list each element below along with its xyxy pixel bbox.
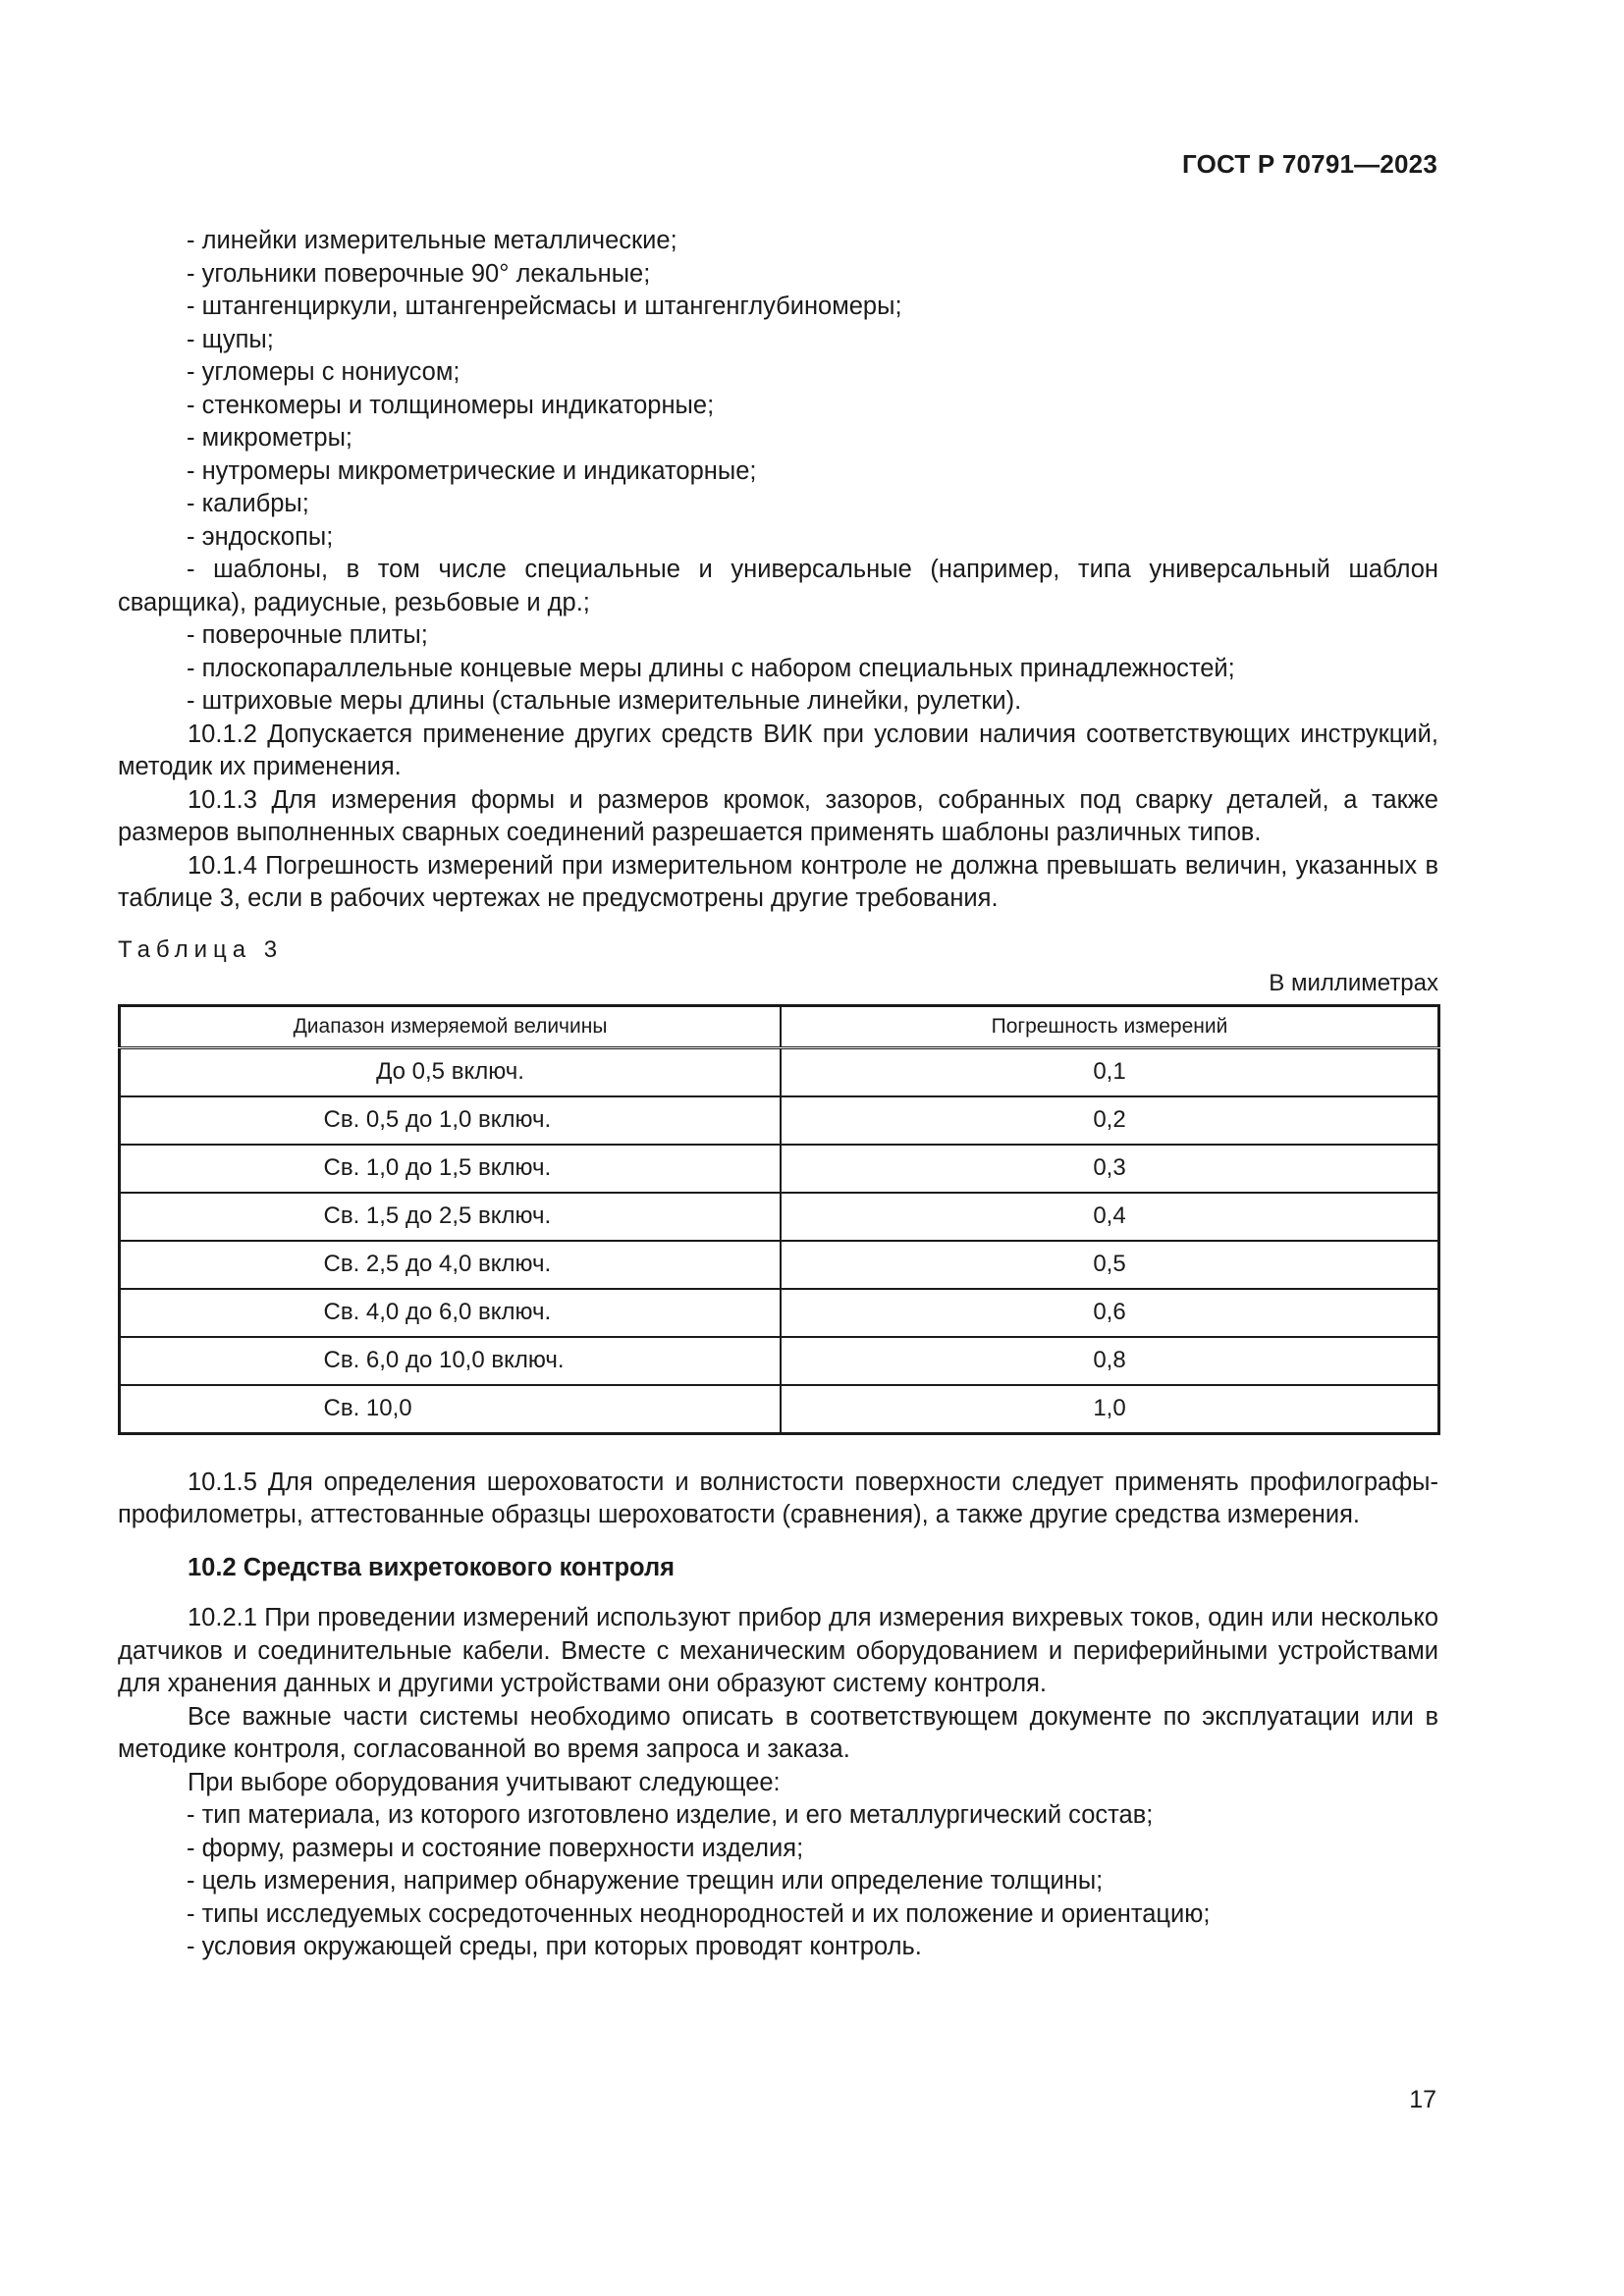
error-cell: 0,5	[781, 1241, 1439, 1289]
range-cell: Св. 4,0 до 6,0 включ.	[323, 1299, 552, 1326]
range-cell: До 0,5 включ.	[376, 1058, 524, 1086]
table-row	[120, 1193, 1439, 1241]
list-item: - калибры;	[187, 490, 309, 517]
equipment-criteria-list	[118, 1799, 1438, 1964]
page-content	[118, 225, 1438, 1964]
paragraph-equipment-choice: При выборе оборудования учитывают следующее:	[188, 1768, 781, 1796]
error-cell: 0,6	[781, 1289, 1439, 1337]
table-row	[120, 1096, 1439, 1145]
paragraph-10-1-5: 10.1.5 Для определения шероховатости и волнистости поверхности следует применять профилографы-профилометры, аттестованные образцы шероховатости (сравнения), а также другие средства измерения.	[118, 1468, 1438, 1528]
list-item: - стенкомеры и толщиномеры индикаторные;	[187, 391, 715, 419]
table-row	[120, 1385, 1439, 1434]
section-heading-10-2: 10.2 Средства вихретокового контроля	[188, 1553, 676, 1581]
list-item: - типы исследуемых сосредоточенных неоднородностей и их положение и ориентацию;	[187, 1899, 1211, 1928]
list-item: - форму, размеры и состояние поверхности изделия;	[187, 1834, 804, 1862]
list-item: - поверочные плиты;	[187, 621, 428, 649]
list-item: - эндоскопы;	[187, 522, 334, 551]
error-cell: 0,8	[781, 1337, 1439, 1385]
document-code-header: ГОСТ Р 70791—2023	[1182, 149, 1437, 179]
error-cell: 0,4	[781, 1193, 1439, 1241]
list-item: - линейки измерительные металлические;	[187, 227, 677, 254]
paragraph-10-1-2: 10.1.2 Допускается применение других средств ВИК при условии наличия соответствующих инструкций, методик их применения.	[118, 720, 1438, 780]
list-item: - штангенциркули, штангенрейсмасы и штангенглубиномеры;	[187, 293, 902, 320]
table-header-row	[120, 1005, 1439, 1047]
range-cell: Св. 6,0 до 10,0 включ.	[323, 1347, 565, 1374]
paragraph-10-1-3: 10.1.3 Для измерения формы и размеров кромок, зазоров, собранных под сварку деталей, а также размеров выполненных сварных соединений разрешается применять шаблоны различных типов.	[118, 785, 1438, 846]
error-cell: 0,3	[781, 1145, 1439, 1193]
measurement-error-table	[118, 1004, 1440, 1435]
paragraph-system-parts: Все важные части системы необходимо описать в соответствующем документе по эксплуатации или в методике контроля, согласованной во время запроса и заказа.	[118, 1702, 1438, 1763]
table-row	[120, 1289, 1439, 1337]
table-row	[120, 1145, 1439, 1193]
range-cell: Св. 10,0	[323, 1395, 412, 1422]
list-item: - цель измерения, например обнаружение трещин или определение толщины;	[187, 1867, 1104, 1895]
paragraph-10-2-1: 10.2.1 При проведении измерений используют прибор для измерения вихревых токов, один или несколько датчиков и соединительные кабели. Вместе с механическим оборудованием и периферийными устройствами для хранения данных и другими устройствами они образуют систему контроля.	[118, 1604, 1438, 1697]
table-row	[120, 1337, 1439, 1385]
range-cell: Св. 0,5 до 1,0 включ.	[323, 1106, 552, 1134]
column-header-error: Погрешность измерений	[781, 1005, 1439, 1047]
list-item: - нутромеры микрометрические и индикаторные;	[187, 456, 757, 485]
column-header-range: Диапазон измеряемой величины	[120, 1005, 782, 1047]
range-cell: Св. 1,0 до 1,5 включ.	[323, 1154, 552, 1182]
table-row	[120, 1047, 1439, 1096]
list-item: - условия окружающей среды, при которых проводят контроль.	[187, 1933, 922, 1960]
list-item: - шаблоны, в том числе специальные и универсальные (например, типа универсальный шаблон сварщика), радиусные, резьбовые и др.;	[118, 556, 1438, 616]
error-cell: 0,1	[781, 1047, 1439, 1096]
range-cell: Св. 2,5 до 4,0 включ.	[323, 1251, 552, 1278]
list-item: - угломеры с нониусом;	[187, 358, 460, 386]
instrument-list	[118, 225, 1438, 719]
list-item: - щупы;	[187, 325, 274, 353]
list-item: - штриховые меры длины (стальные измерительные линейки, рулетки).	[187, 687, 1022, 715]
error-cell: 1,0	[781, 1385, 1439, 1434]
list-item: - тип материала, из которого изготовлено изделие, и его металлургический состав;	[187, 1801, 1154, 1829]
page-number: 17	[1409, 2086, 1436, 2113]
error-cell: 0,2	[781, 1096, 1439, 1145]
list-item: - плоскопараллельные концевые меры длины с набором специальных принадлежностей;	[187, 654, 1235, 682]
table-units: В миллиметрах	[1269, 969, 1438, 996]
paragraph-10-1-4: 10.1.4 Погрешность измерений при измерительном контроле не должна превышать величин, указанных в таблице 3, если в рабочих чертежах не предусмотрены другие требования.	[118, 851, 1438, 912]
list-item: - микрометры;	[187, 424, 353, 452]
table-row	[120, 1241, 1439, 1289]
range-cell: Св. 1,5 до 2,5 включ.	[323, 1202, 552, 1230]
list-item: - угольники поверочные 90° лекальные;	[187, 259, 651, 288]
table-caption: Таблица 3	[118, 935, 284, 963]
